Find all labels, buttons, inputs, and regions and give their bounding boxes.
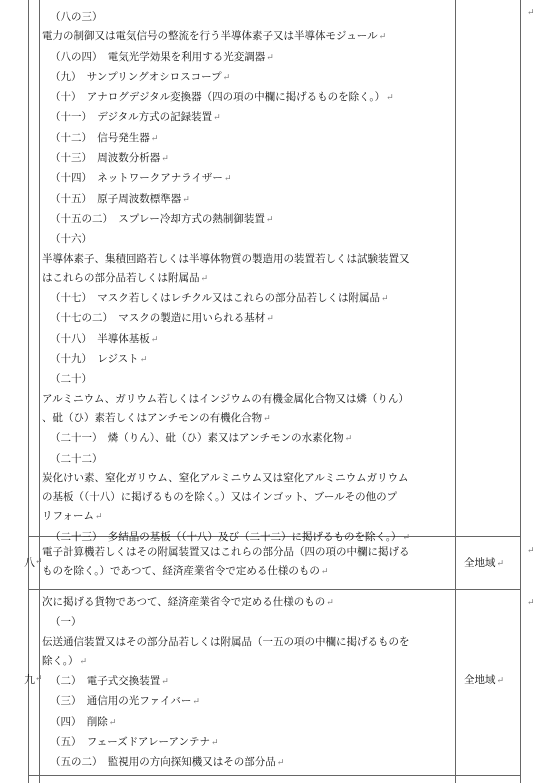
paragraph-text: リフォーム: [42, 510, 94, 523]
table-column-divider-right: [455, 0, 456, 783]
region-text: 全地域: [464, 557, 496, 569]
paragraph-line: [42, 672, 410, 692]
row-content-continued: [42, 8, 410, 548]
paragraph-line: [42, 562, 410, 582]
paragraph-mark: ↵: [265, 214, 274, 225]
paragraph-text: （十四） ネットワークアナライザー: [50, 172, 223, 185]
paragraph-mark: ↵: [222, 72, 231, 83]
paragraph-line: [42, 48, 410, 68]
paragraph-mark: ↵: [276, 758, 285, 769]
paragraph-text: （十九） レジスト: [50, 353, 139, 366]
paragraph-line: [42, 593, 410, 613]
paragraph-line: [42, 169, 410, 189]
paragraph-text: 電子計算機若しくはその附属装置又はこれらの部分品（四の項の中欄に掲げる: [42, 546, 410, 558]
row-end-mark: ↵: [527, 8, 535, 18]
region-text: 全地域: [464, 674, 496, 686]
paragraph-line: [42, 613, 410, 632]
paragraph-line: [42, 633, 410, 652]
paragraph-text: （二十二）: [50, 452, 103, 465]
paragraph-text: （二十一） 燐（りん）、砒（ひ）素又はアンチモンの水素化物: [50, 432, 344, 445]
paragraph-mark: ↵: [150, 334, 159, 345]
paragraph-text: （十五） 原子周波数標準器: [50, 192, 182, 205]
paragraph-line: [42, 753, 410, 773]
region-cell: [464, 673, 504, 688]
paragraph-text: アルミニウム、ガリウム若しくはインジウムの有機金属化合物又は燐（りん）: [42, 392, 409, 405]
paragraph-line: [42, 210, 410, 230]
paragraph-line: [42, 350, 410, 370]
paragraph-mark: ↵: [381, 294, 389, 305]
paragraph-text: 半導体素子、集積回路若しくは半導体物質の製造用の装置若しくは試験装置又: [42, 252, 410, 265]
paragraph-mark: ↵: [496, 676, 505, 686]
paragraph-line: [42, 450, 410, 469]
paragraph-text: 次に掲げる貨物であつて、経済産業省令で定める仕様のもの: [42, 596, 326, 608]
paragraph-mark: ↵: [213, 113, 221, 124]
paragraph-line: [42, 309, 410, 329]
paragraph-mark: ↵: [139, 355, 148, 366]
paragraph-mark: ↵: [79, 656, 88, 667]
table-left-border: [28, 0, 29, 783]
paragraph-text: 伝送通信装置又はその部分品若しくは附属品（一五の項の中欄に掲げるものを: [42, 635, 410, 648]
row-content-eight: [42, 543, 410, 583]
paragraph-text: （二） 電子式交換装置: [50, 675, 161, 688]
row-number-mark: ↵: [35, 557, 43, 567]
row-content-nine: [42, 593, 410, 774]
paragraph-line: [42, 269, 410, 289]
paragraph-line: [42, 289, 410, 309]
paragraph-text: 除く。）: [42, 654, 79, 667]
paragraph-mark: ↵: [320, 567, 329, 578]
paragraph-mark: ↵: [266, 314, 274, 325]
paragraph-mark: ↵: [150, 133, 159, 144]
paragraph-text: （十八） 半導体基板: [50, 332, 150, 345]
row-end-mark: ↵: [527, 598, 535, 608]
paragraph-line: [42, 190, 410, 210]
paragraph-text: 炭化けい素、窒化ガリウム、窒化アルミニウム又は窒化アルミニウムガリウム: [42, 471, 409, 484]
paragraph-text: 、砒（ひ）素若しくはアンチモンの有機化合物: [42, 411, 263, 424]
paragraph-mark: ↵: [344, 434, 353, 445]
paragraph-text: （五の二） 監視用の方向探知機又はその部分品: [50, 756, 276, 769]
row-number: 八: [24, 556, 35, 569]
paragraph-line: [42, 330, 410, 350]
paragraph-line: [42, 390, 410, 409]
paragraph-mark: ↵: [211, 738, 219, 749]
paragraph-line: [42, 8, 410, 27]
paragraph-line: [42, 733, 410, 753]
paragraph-text: 電力の制御又は電気信号の整流を行う半導体素子又は半導体モジュール: [42, 30, 378, 43]
paragraph-line: [42, 250, 410, 269]
paragraph-line: [42, 108, 410, 128]
paragraph-mark: ↵: [182, 194, 190, 205]
paragraph-mark: ↵: [263, 413, 271, 424]
paragraph-text: （十七の二） マスクの製造に用いられる基材: [50, 312, 266, 325]
paragraph-line: [42, 429, 410, 449]
paragraph-line: [42, 652, 410, 672]
table-right-border: [520, 0, 521, 783]
paragraph-line: [42, 370, 410, 389]
paragraph-mark: ↵: [94, 512, 103, 523]
paragraph-mark: ↵: [386, 93, 394, 104]
paragraph-mark: ↵: [223, 174, 232, 185]
paragraph-text: （九） サンプリングオシロスコープ: [50, 70, 222, 83]
paragraph-text: （五） フェーズドアレーアンテナ: [50, 736, 211, 749]
paragraph-text: （十五の二） スプレー冷却方式の熱制御装置: [50, 212, 265, 225]
paragraph-text: （十） アナログデジタル変換器（四の項の中欄に掲げるものを除く。）: [50, 91, 386, 104]
paragraph-mark: ↵: [200, 273, 209, 284]
paragraph-mark: ↵: [496, 559, 505, 569]
paragraph-text: の基板（（十八）に掲げるものを除く。）又はインゴット、ブールその他のプ: [42, 491, 398, 504]
paragraph-line: [42, 507, 410, 527]
row-divider-2: [28, 589, 521, 590]
paragraph-line: [42, 488, 410, 507]
paragraph-text: （十七） マスク若しくはレチクル又はこれらの部分品若しくは附属品: [50, 292, 381, 305]
paragraph-text: （十二） 信号発生器: [50, 131, 150, 144]
paragraph-mark: ↵: [192, 697, 200, 708]
paragraph-line: [42, 230, 410, 249]
paragraph-line: [42, 68, 410, 88]
paragraph-mark: ↵: [161, 677, 169, 688]
table-column-divider-middle: [39, 0, 40, 783]
paragraph-text: （三） 通信用の光ファイバー: [50, 695, 192, 708]
paragraph-line: [42, 543, 410, 562]
paragraph-text: （八の三）: [50, 11, 103, 23]
paragraph-line: [42, 27, 410, 47]
paragraph-mark: ↵: [266, 52, 274, 63]
paragraph-mark: ↵: [378, 32, 387, 43]
paragraph-text: ものを除く。）であつて、経済産業省令で定める仕様のもの: [42, 565, 320, 578]
paragraph-text: （十一） デジタル方式の記録装置: [50, 111, 213, 124]
paragraph-text: （二十）: [50, 373, 92, 386]
row-number-mark: ↵: [35, 674, 43, 684]
paragraph-line: [42, 469, 410, 488]
paragraph-line: [42, 409, 410, 429]
paragraph-mark: ↵: [108, 717, 117, 728]
paragraph-line: [42, 149, 410, 169]
row-number: 九: [24, 673, 35, 686]
table-bottom-border: [28, 775, 521, 776]
paragraph-line: [42, 129, 410, 149]
paragraph-text: （十三） 周波数分析器: [50, 152, 161, 165]
paragraph-mark: ↵: [402, 532, 411, 543]
paragraph-line: [42, 88, 410, 108]
paragraph-text: （八の四） 電気光学効果を利用する光変調器: [50, 50, 266, 63]
paragraph-text: （二十三） 多結晶の基板（（十八）及び（二十二）に掲げるものを除く。）: [50, 530, 402, 543]
paragraph-text: （四） 削除: [50, 715, 108, 728]
paragraph-text: はこれらの部分品若しくは附属品: [42, 271, 200, 284]
paragraph-text: （一）: [50, 616, 82, 629]
paragraph-text: （十六）: [50, 233, 92, 246]
paragraph-line: [42, 692, 410, 712]
region-cell: [464, 556, 504, 571]
paragraph-mark: ↵: [326, 598, 334, 608]
paragraph-line: [42, 713, 410, 733]
paragraph-mark: ↵: [161, 154, 169, 165]
row-end-mark: ↵: [527, 546, 535, 556]
